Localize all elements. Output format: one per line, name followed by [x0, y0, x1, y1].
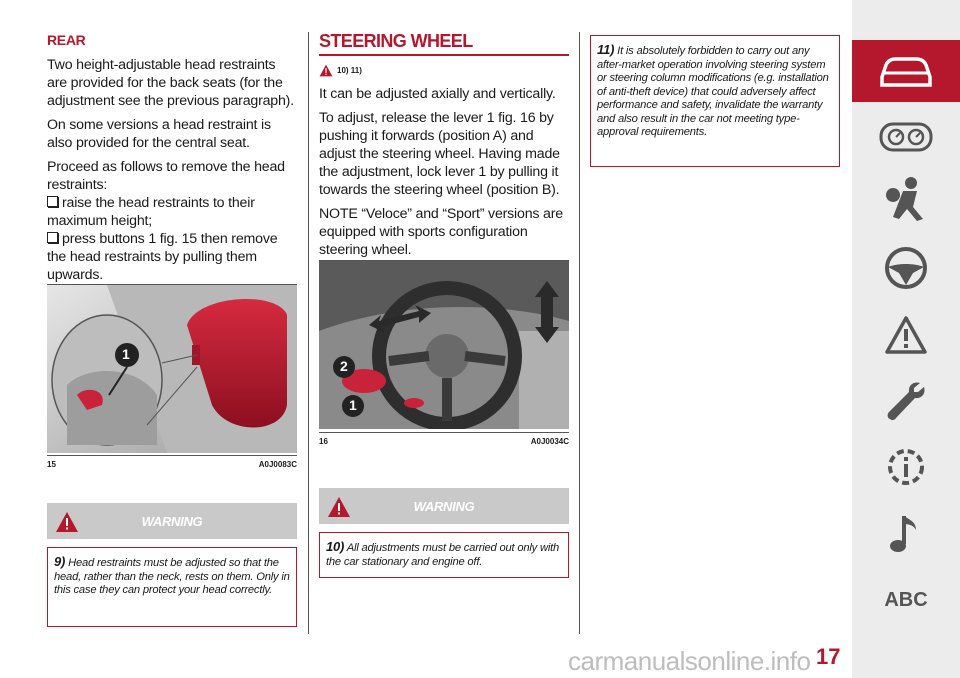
callout-2: 2: [340, 358, 348, 374]
sidebar-item-maintenance[interactable]: [876, 376, 936, 426]
figure-15-caption: [47, 455, 297, 469]
warning-refs: [319, 64, 569, 77]
figure-15-image: [47, 284, 297, 453]
figure-16-image: [319, 260, 569, 429]
rear-heading: REAR: [47, 32, 86, 48]
warning-triangle-icon: [55, 511, 79, 533]
warning-triangle-icon: [327, 496, 351, 518]
wrench-icon: [884, 379, 928, 423]
chapter-sidebar: [852, 0, 960, 678]
warning-text: Head restraints must be adjusted so that the head, rather than the neck, rests on them. Only in this case they can protect your head correctly.: [54, 557, 290, 596]
checkbox-bullet-icon: [47, 232, 58, 243]
warning-number: 11): [597, 42, 615, 57]
callout-1: 1: [349, 397, 357, 413]
warning-icon: [884, 315, 928, 355]
figure-number: 15: [47, 460, 56, 469]
head-restraint-illustration: [47, 285, 297, 453]
steering-heading: STEERING WHEEL: [319, 31, 569, 56]
car-icon: [876, 51, 936, 91]
sidebar-item-multimedia[interactable]: [876, 510, 936, 560]
warning-triangle-icon: [319, 64, 333, 77]
checkbox-bullet-icon: [47, 196, 58, 207]
sidebar-item-info[interactable]: [876, 442, 936, 492]
warning-box-11: [590, 35, 840, 167]
sidebar-item-index[interactable]: [876, 575, 936, 625]
steering-paragraph-1: It can be adjusted axially and vertically.: [319, 86, 556, 102]
bullet-text: raise the head restraints to their maximum height;: [47, 195, 255, 229]
watermark: carmanualsonline.info: [568, 646, 811, 676]
bullet-item: [47, 230, 299, 284]
sidebar-item-car[interactable]: [876, 46, 936, 96]
figure-number: 16: [319, 437, 328, 446]
rear-paragraph-3: Proceed as follows to remove the head restraints:: [47, 159, 285, 193]
warning-title: WARNING: [141, 513, 203, 529]
figure-16-caption: [319, 432, 569, 446]
warning-title: WARNING: [413, 498, 475, 514]
column-rear: [47, 32, 299, 284]
callout-1: 1: [122, 346, 130, 362]
warning-header: [319, 488, 569, 524]
warning-number: 10): [326, 539, 345, 554]
bullet-text: press buttons 1 fig. 15 then remove the head restraints by pulling them upwards.: [47, 231, 278, 283]
sidebar-item-safety[interactable]: [876, 173, 936, 223]
abc-icon: ABC: [884, 588, 928, 611]
warning-box-9: [47, 547, 297, 627]
seat-safety-icon: [881, 173, 931, 223]
page-number: 17: [816, 644, 841, 669]
column-divider: [579, 32, 580, 634]
warning-number: 9): [54, 554, 66, 569]
warning-text: All adjustments must be carried out only with the car stationary and engine off.: [326, 542, 560, 568]
steering-paragraph-2: To adjust, release the lever 1 fig. 16 by pushing it forwards (position A) and adjust the steering wheel. Having made the adjustment, lock lever 1 by pulling it towards the steering wheel (position B).: [319, 110, 560, 198]
sidebar-item-dashboard[interactable]: [876, 112, 936, 162]
warning-text: It is absolutely forbidden to carry out any after-market operation involving steering system or steering column modifications (e.g. installation of anti-theft device) that could adversely affect performance and safety, invalidate the warranty and also result in the car not meeting type-approval requirements.: [597, 45, 829, 138]
warning-header: [47, 503, 297, 539]
rear-paragraph-2: On some versions a head restraint is also provided for the central seat.: [47, 117, 271, 151]
sidebar-item-steering[interactable]: [876, 243, 936, 293]
figure-code: A0J0083C: [258, 460, 297, 469]
warning-box-10: [319, 532, 569, 578]
column-divider: [308, 32, 309, 634]
sidebar-item-warnings[interactable]: [876, 310, 936, 360]
rear-paragraph-1: Two height-adjustable head restraints are provided for the back seats (for the adjustment see the previous paragraph).: [47, 57, 294, 109]
bullet-item: [47, 194, 299, 230]
column-steering: [319, 31, 569, 259]
steering-note: NOTE “Veloce” and “Sport” versions are equipped with sports configuration steering wheel.: [319, 206, 563, 258]
warning-refs-text: 10) 11): [337, 66, 362, 75]
info-gear-icon: [883, 444, 929, 490]
figure-code: A0J0034C: [530, 437, 569, 446]
steering-wheel-icon: [883, 245, 929, 291]
music-note-icon: [886, 512, 926, 558]
dashboard-icon: [878, 119, 934, 155]
